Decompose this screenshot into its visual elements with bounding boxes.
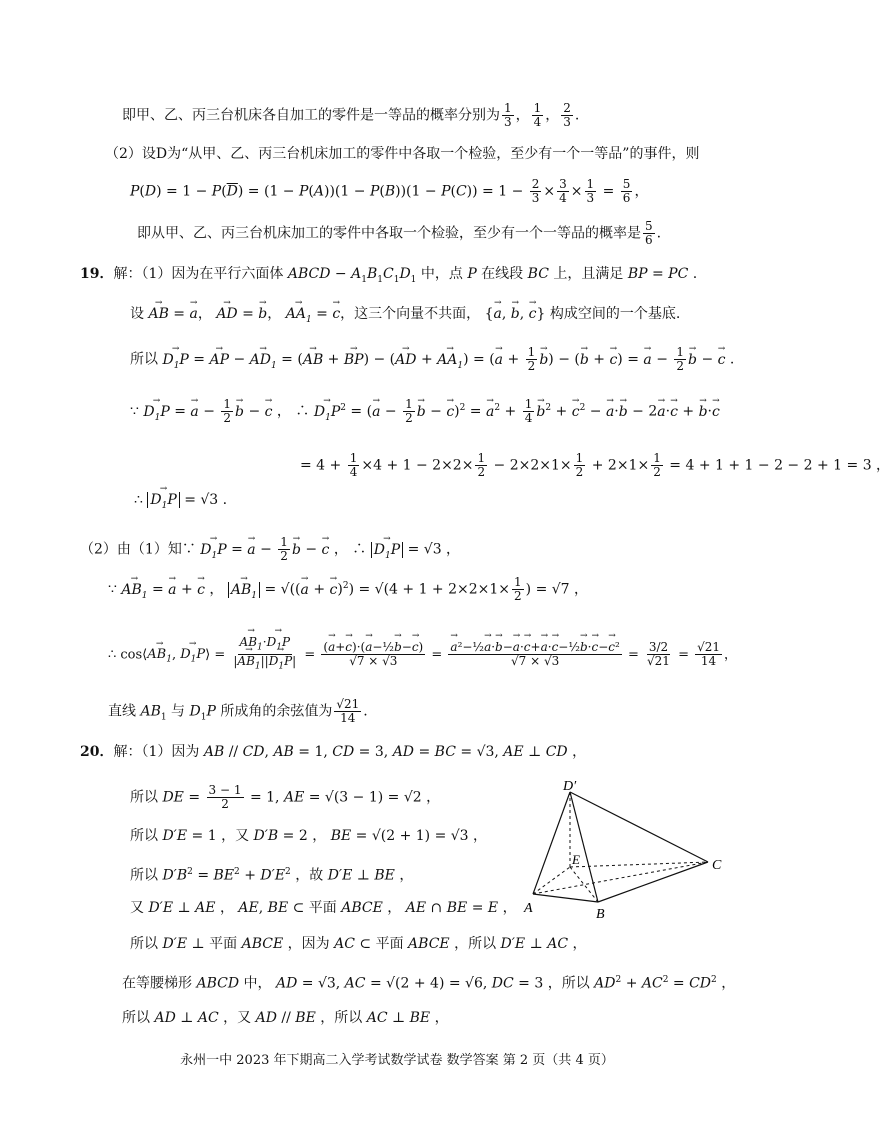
label-A: A bbox=[524, 901, 533, 916]
label-C: C bbox=[712, 858, 722, 873]
line-11: （2）由（1）知∵ $D_1P$ → = a → − $\frac{1}{2}$ b → − c → ， ∴ $D_1P$ → = √3 ， bbox=[80, 536, 460, 565]
line-17: 所以 D′E = 1 ，又 D′B = 2 ， BE = √(2 + 1) = √3 ， bbox=[130, 828, 488, 844]
label-B: B bbox=[596, 907, 605, 922]
line-20: 所以 D′E ⊥ 平面 ABCE ，因为 AC ⊂ 平面 ABCE ，所以 D′E ⊥ AC ， bbox=[130, 936, 587, 952]
line-14: 直线 $AB_1$ 与 $D_1P$ 所成角的余弦值为 $\frac{√21}{14}$ . bbox=[108, 697, 368, 725]
frac-2-3: $\frac{2}{3}$ bbox=[563, 101, 571, 129]
edge-D-B bbox=[570, 792, 598, 902]
line-4: 即从甲、乙、丙三台机床加工的零件中各取一个检验，至少有一个一等品的概率是 $\frac{5}{6}$ . bbox=[137, 219, 662, 247]
label-D-prime: D′ bbox=[563, 779, 577, 794]
edge-A-C bbox=[533, 862, 708, 894]
frac-1-3: $\frac{1}{3}$ bbox=[504, 101, 512, 129]
line-12: ∵ $AB_1$ → = a → + c → ， $AB_1$ → = √((a → + c →)$^2$) = √(4 + 1 + 2×2×1× $\frac{1}{2}$ ) = √7 ， bbox=[108, 576, 588, 605]
line-8: ∵ $D_1P$ → = a → − $\frac{1}{2}$ b → − c → ， ∴ $D_1P \to^2 = (a$ → − $\frac{1}{2}$ b → − c →)$^2$ = a →$^2$ + $\frac{1}{4}$ b →$^2$ + c →$^2$ − a →·b → − 2a →·c → + b →·c → bbox=[130, 398, 720, 427]
line-5: 19．解：（1）因为在平行六面体 ABCD − $A_1B_1C_1D_1$ 中，点 P 在线段 BC 上，且满足 BP = PC . bbox=[80, 266, 698, 285]
edge-B-C bbox=[598, 862, 708, 902]
pyramid-figure bbox=[518, 772, 733, 922]
frac-1-4: $\frac{1}{4}$ bbox=[533, 101, 542, 129]
line-9: = 4 + $\frac{1}{4}$ ×4 + 1 − 2×2× $\frac{1}{2}$ − 2×2×1× $\frac{1}{2}$ + 2×1× $\frac{1}{2}$ = 4 + 1 + 1 − 2 − 2 + 1 = 3 ， bbox=[300, 451, 890, 479]
edge-A-E bbox=[533, 867, 570, 894]
line-7: 所以 $D_1P$ → = AP → − $AD_1$ → = (AB → + BP →) − (AD → + $AA_1$ →) = (a → + $\frac{1}{2}$ b →) − (b → + c →) = a → − $\frac{1}{2}$ b → − c → . bbox=[130, 346, 734, 375]
line-16: 所以 DE = $\frac{3 - 1}{2}$ = 1, AE = √(3 − 1) = √2 ， bbox=[130, 783, 441, 811]
line-21: 在等腰梯形 ABCD 中， AD = √3, AC = √(2 + 4) = √6, DC = 3 ，所以 $AD^2 + AC^2 = CD^2$ ， bbox=[122, 975, 736, 992]
line-1: 即甲、乙、丙三台机床各自加工的零件是一等品的概率分别为 $\frac{1}{3}$ ， $\frac{1}{4}$ ， $\frac{2}{3}$ . bbox=[122, 101, 580, 129]
edge-D-A bbox=[533, 792, 570, 894]
line-6: 设 AB → = a →， AD → = b →， $AA_1$ → = c →，这三个向量不共面， {a →, b →, c →} 构成空间的一个基底. bbox=[130, 304, 680, 330]
label-E: E bbox=[572, 852, 580, 867]
edge-D-C bbox=[570, 792, 708, 862]
line-1-text: 即甲、乙、丙三台机床各自加工的零件是一等品的概率分别为 bbox=[122, 107, 500, 124]
edge-A-B bbox=[533, 894, 598, 902]
line-3: $P(D) = 1 - P(\overline{D}) = (1 - P(A))(1 - P(B))(1 - P(C)) = 1$ − $\frac{2}{3}$ × $\frac{3}{4}$ × $\frac{1}{3}$ = $\frac{5}{6}$ ， bbox=[130, 177, 649, 205]
line-2: （2）设D为“从甲、乙、丙三台机床加工的零件中各取一个检验，至少有一个一等品”的事件，则 bbox=[105, 146, 700, 162]
line-10: ∴ $D_1P$ → = √3 . bbox=[134, 490, 227, 516]
line-15: 20．解：（1）因为 AB // CD, AB = 1, CD = 3, AD = BC = √3, AE ⊥ CD ， bbox=[80, 744, 587, 760]
line-22: 所以 AD ⊥ AC ，又 AD // BE ，所以 AC ⊥ BE ， bbox=[122, 1010, 449, 1026]
page-footer: 永州一中 2023 年下期高二入学考试数学试卷 数学答案 第 2 页（共 4 页） bbox=[180, 1053, 614, 1068]
line-13: ∴ $\cos⟨AB_1$ →, $D_1P$ →⟩ = $\frac{AB_1 \to\cdot D_1P \to}{|AB_1 \to||D_1P \to|}$ = $\frac{\text{(a →+c →)·(a →−½b →−c →)}}{√7 \times √3}$ = $\frac{\text{a →²−½a →·b →−a →·c →+a →·c →−½b →·c →−c →²}}{√7 \times √3}$ = $\frac{3/2}{√21}$ = $\frac{√21}{14}$ ， bbox=[108, 636, 737, 674]
line-18: 所以 $D'B^2 = BE^2 + D'E^2$ ，故 D′E ⊥ BE ， bbox=[130, 867, 414, 884]
line-19: 又 D′E ⊥ AE ， AE, BE ⊂ 平面 ABCE ， AE ∩ BE = E ， bbox=[130, 900, 517, 916]
